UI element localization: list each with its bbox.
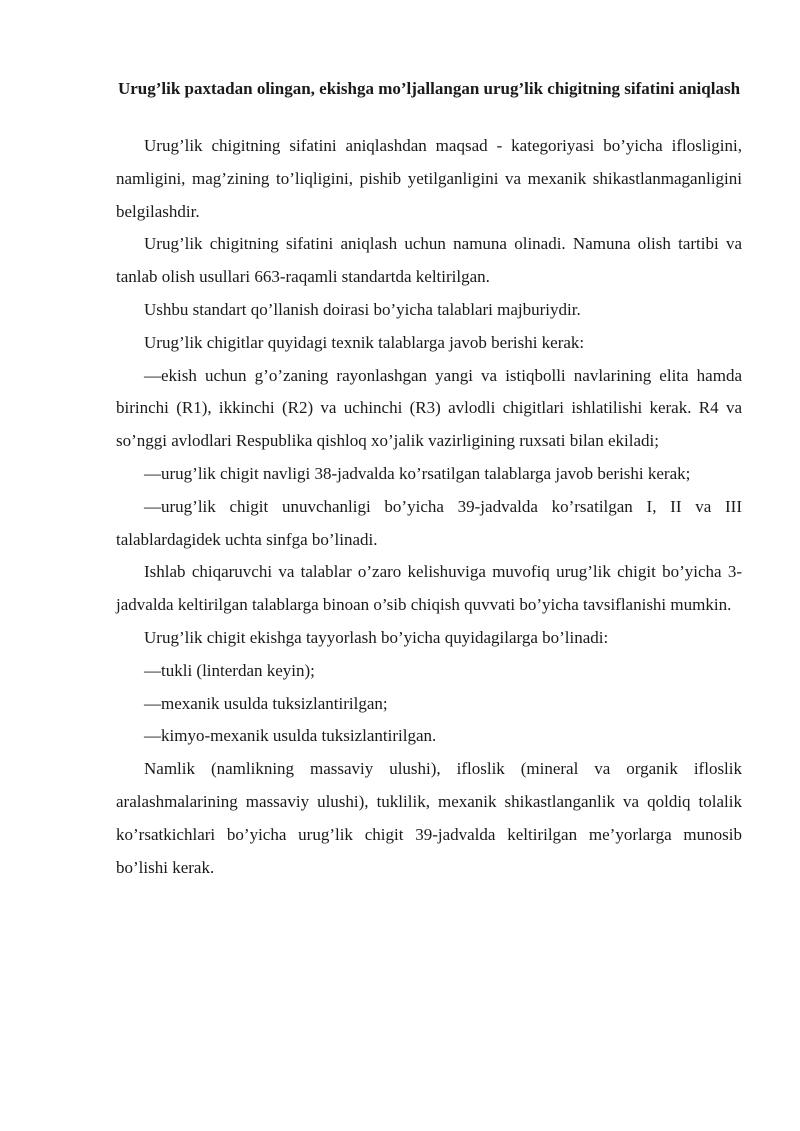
paragraph-requirements-intro: Urug’lik chigitlar quyidagi texnik talablarga javob berishi kerak:: [144, 332, 585, 352]
document-title: Urug’lik paxtadan olingan, ekishga mo’ljallangan urug’lik chigitning sifatini aniqlash: [117, 79, 741, 98]
paragraph-preparation-intro: Urug’lik chigit ekishga tayyorlash bo’yicha quyidagilarga bo’linadi:: [144, 627, 609, 647]
list-item-mechanical-delinted: —mexanik usulda tuksizlantirilgan;: [144, 693, 388, 713]
list-item-fuzzy: —tukli (linterdan keyin);: [144, 660, 315, 680]
paragraph-sampling: Urug’lik chigitning sifatini aniqlash uchun namuna olinadi. Namuna olish tartibi va tanlab olish usullari 663-raqamli standartda keltirilgan.: [116, 234, 742, 287]
list-item-generations: —ekish uchun g’o’zaning rayonlashgan yangi va istiqbolli navlarining elita hamda birinchi (R1), ikkinchi (R2) va uchinchi (R3) avlodli chigitlari ishlatilishi kerak. R4 va so’nggi avlodlari Respublika qishloq xo’jalik vazirligining ruxsati bilan ekiladi;: [116, 365, 742, 451]
list-item-chemical-delinted: —kimyo-mexanik usulda tuksizlantirilgan.: [144, 726, 437, 746]
paragraph-purpose: Urug’lik chigitning sifatini aniqlashdan maqsad - kategoriyasi bo’yicha iflosligini, namligini, mag’zining to’liqligini, pishib yetilganligini va mexanik shikastlanmaganligini belgilashdir.: [116, 136, 742, 221]
list-item-variety: —urug’lik chigit navligi 38-jadvalda ko’rsatilgan talablarga javob berishi kerak;: [144, 463, 691, 483]
list-item-germination-classes: —urug’lik chigit unuvchanligi bo’yicha 39-jadvalda ko’rsatilgan I, II va III talablardagidek uchta sinfga bo’linadi.: [116, 496, 742, 549]
paragraph-quality-indicators: Namlik (namlikning massaviy ulushi), ifloslik (mineral va organik ifloslik aralashmalarining massaviy ulushi), tuklilik, mexanik shikastlanganlik va qoldiq tolalik ko’rsatkichlari bo’yicha urug’lik chigit 39-jadvalda keltirilgan me’yorlarga munosib bo’lishi kerak.: [116, 759, 742, 877]
paragraph-standard-scope: Ushbu standart qo’llanish doirasi bo’yicha talablari majburiydir.: [144, 299, 581, 319]
document-page: [116, 72, 742, 884]
paragraph-vigor: Ishlab chiqaruvchi va talablar o’zaro kelishuviga muvofiq urug’lik chigit bo’yicha 3-jadvalda keltirilgan talablarga binoan o’sib chiqish quvvati bo’yicha tavsiflanishi mumkin.: [116, 562, 742, 615]
